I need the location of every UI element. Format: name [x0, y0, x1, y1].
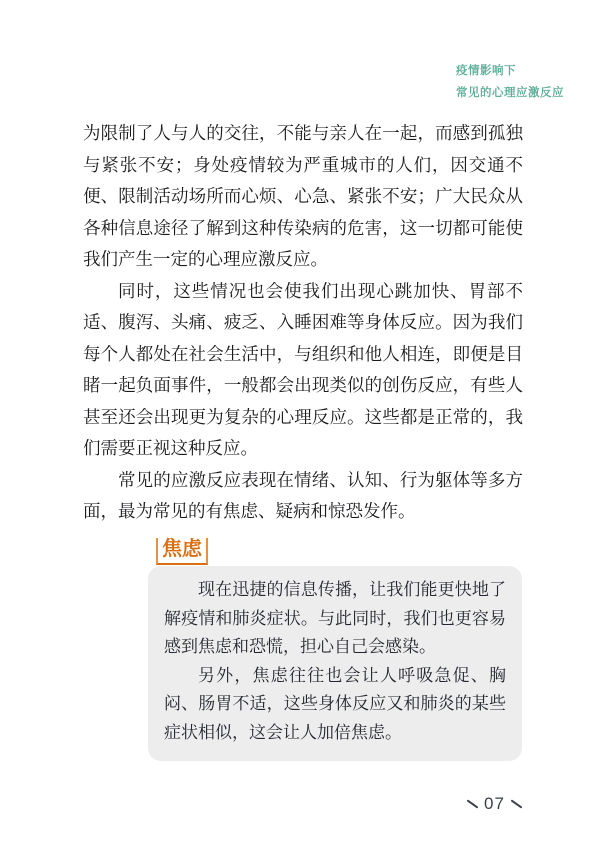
- page-footer: [466, 794, 523, 814]
- callout-paragraph-2: 另外，焦虑往往也会让人呼吸急促、胸闷、肠胃不适，这些身体反应又和肺炎的某些症状相似，这会让人加倍焦虑。: [164, 665, 506, 742]
- body-paragraph-2: 同时，这些情况也会使我们出现心跳加快、胃部不适、腹泻、头痛、疲乏、入睡困难等身体反应。因为我们每个人都处在社会生活中，与组织和他人相连，即便是目睹一起负面事件，一般都会出现类似的创伤反应，有些人甚至还会出现更为复杂的心理反应。这些都是正常的，我们需要正视这种反应。: [83, 280, 523, 458]
- page-number-left-slash-mark: [467, 799, 479, 808]
- body-text: [83, 118, 523, 528]
- callout-paragraph-1: 现在迅捷的信息传播，让我们能更快地了解疫情和肺炎症状。与此同时，我们也更容易感到焦虑和恐慌，担心自己会感染。: [164, 580, 506, 656]
- section-title-text: 焦虑: [162, 538, 202, 560]
- running-head-line2: 常见的心理应激反应: [456, 87, 564, 99]
- page-number: 07: [484, 794, 505, 813]
- running-head: [456, 60, 564, 104]
- anxiety-callout-box: [148, 566, 522, 761]
- page-number-right-slash-mark: [511, 799, 523, 808]
- body-paragraph-1: 为限制了人与人的交往，不能与亲人在一起，而感到孤独与紧张不安；身处疫情较为严重城市的人们，因交通不便、限制活动场所而心烦、心急、紧张不安；广大民众从各种信息途径了解到这种传染病的危害，这一切都可能使我们产生一定的心理应激反应。: [83, 123, 523, 269]
- running-head-line1: 疫情影响下: [456, 65, 516, 77]
- section-title-anxiety: [156, 538, 208, 565]
- body-paragraph-3: 常见的应激反应表现在情绪、认知、行为躯体等多方面，最为常见的有焦虑、疑病和惊恐发作。: [83, 469, 523, 521]
